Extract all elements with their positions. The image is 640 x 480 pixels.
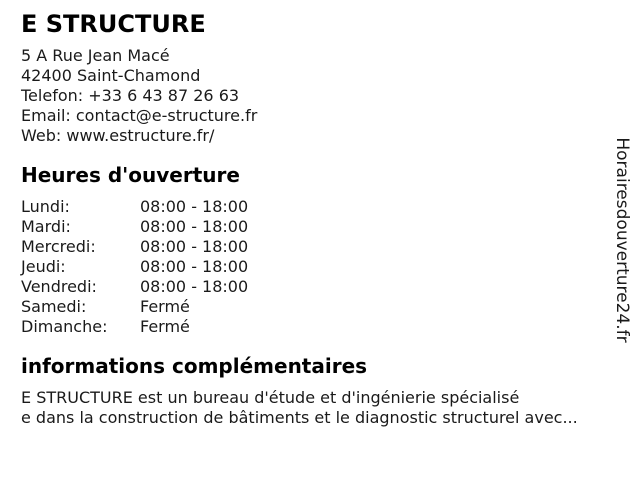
opening-hours-table bbox=[21, 197, 604, 337]
address-line-city: 42400 Saint-Chamond bbox=[21, 66, 201, 85]
day-hours: 08:00 - 18:00 bbox=[140, 197, 249, 216]
day-label: Lundi: bbox=[21, 197, 70, 216]
info-line-2: e dans la construction de bâtiments et le diagnostic structurel avec... bbox=[21, 408, 578, 427]
website-line bbox=[21, 126, 604, 146]
day-hours: Fermé bbox=[140, 297, 190, 316]
additional-info-block bbox=[21, 388, 604, 428]
website-label: Web: bbox=[21, 126, 62, 145]
day-label: Samedi: bbox=[21, 297, 87, 316]
day-label: Dimanche: bbox=[21, 317, 108, 336]
phone-label: Telefon: bbox=[21, 86, 84, 105]
hours-row-saturday bbox=[21, 297, 604, 317]
email-value[interactable]: contact@e-structure.fr bbox=[75, 106, 258, 125]
main-content bbox=[21, 10, 604, 428]
day-hours: 08:00 - 18:00 bbox=[140, 277, 249, 296]
day-label: Mardi: bbox=[21, 217, 71, 236]
day-hours: 08:00 - 18:00 bbox=[140, 237, 249, 256]
hours-row-wednesday bbox=[21, 237, 604, 257]
day-hours: Fermé bbox=[140, 317, 190, 336]
day-label: Vendredi: bbox=[21, 277, 97, 296]
phone-line bbox=[21, 86, 604, 106]
business-name-title: E STRUCTURE bbox=[21, 10, 206, 38]
day-label: Mercredi: bbox=[21, 237, 96, 256]
opening-hours-heading: Heures d'ouverture bbox=[21, 163, 240, 187]
day-label: Jeudi: bbox=[21, 257, 66, 276]
email-line bbox=[21, 106, 604, 126]
info-line-1: E STRUCTURE est un bureau d'étude et d'ingénierie spécialisé bbox=[21, 388, 520, 407]
address-line-street: 5 A Rue Jean Macé bbox=[21, 46, 170, 65]
hours-row-friday bbox=[21, 277, 604, 297]
hours-row-thursday bbox=[21, 257, 604, 277]
site-watermark-link[interactable]: Horairesdouverture24.fr bbox=[612, 137, 632, 343]
website-value[interactable]: www.estructure.fr/ bbox=[66, 126, 215, 145]
hours-row-tuesday bbox=[21, 217, 604, 237]
hours-row-monday bbox=[21, 197, 604, 217]
email-label: Email: bbox=[21, 106, 71, 125]
day-hours: 08:00 - 18:00 bbox=[140, 257, 249, 276]
day-hours: 08:00 - 18:00 bbox=[140, 217, 249, 236]
contact-block bbox=[21, 46, 604, 146]
phone-value: +33 6 43 87 26 63 bbox=[88, 86, 240, 105]
hours-row-sunday bbox=[21, 317, 604, 337]
additional-info-heading: informations complémentaires bbox=[21, 354, 368, 378]
